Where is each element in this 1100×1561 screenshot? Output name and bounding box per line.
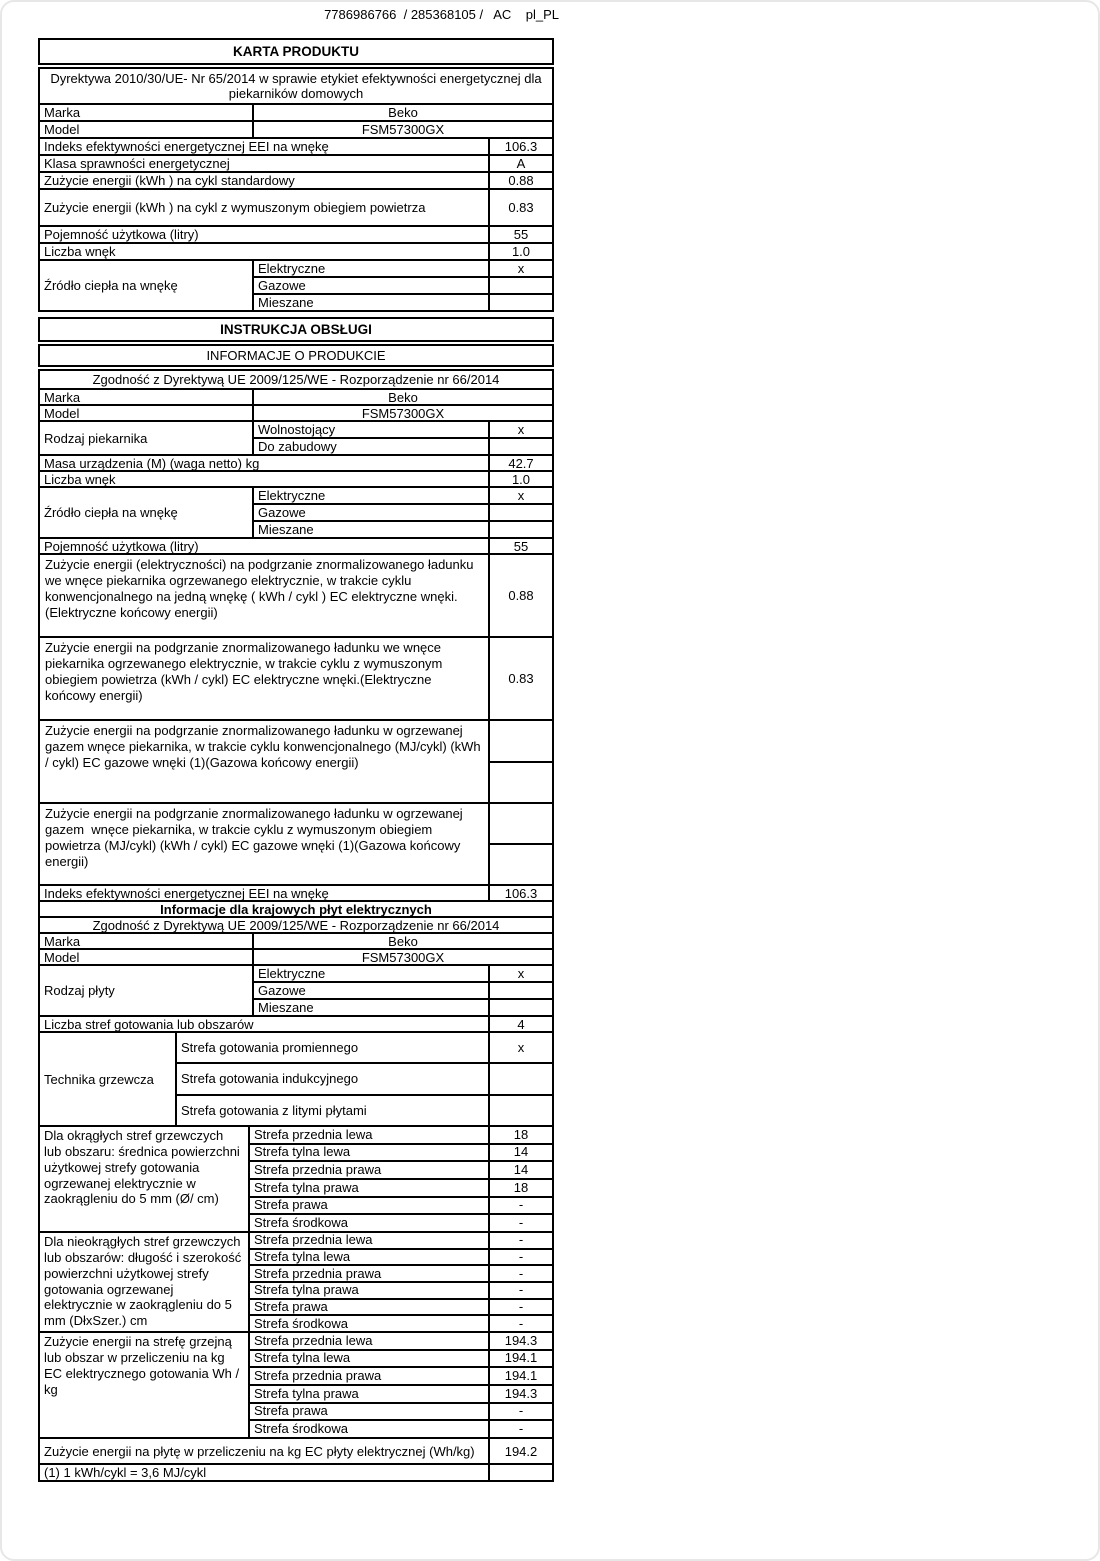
model-row bbox=[38, 404, 554, 422]
row-label: Indeks efektywności energetycznej EEI na wnękę bbox=[44, 886, 329, 900]
table-row bbox=[177, 1033, 552, 1062]
row-value bbox=[488, 1096, 552, 1125]
table-row bbox=[254, 261, 552, 276]
table-row bbox=[250, 1143, 552, 1161]
section-title: KARTA PRODUKTU bbox=[233, 44, 359, 59]
table-row bbox=[250, 1178, 552, 1196]
row-value: - bbox=[488, 1283, 552, 1298]
cavities-row bbox=[38, 470, 554, 488]
row-label: Elektryczne bbox=[258, 966, 326, 981]
group-label: Dla okrągłych stref grzewczych lub obszaru: średnica powierzchni użytkowej strefy gotowania ogrzewanej elektrycznie w zaokrągleniu do 5 mm (Ø/ cm) bbox=[40, 1127, 250, 1231]
paragraph-text: Zużycie energii na podgrzanie znormalizowanego ładunku we wnęce piekarnika ogrzewanego elektrycznie, w trakcie cyklu z wymuszonym obiegiem powietrza (kWh / cykl) EC elektryczne wnęki.(Elektryczne końcowy energii) bbox=[45, 640, 447, 703]
row-value bbox=[490, 845, 552, 884]
row-value bbox=[488, 505, 552, 520]
table-row bbox=[254, 437, 552, 454]
table-row bbox=[250, 1213, 552, 1231]
group-label: Rodzaj płyty bbox=[40, 966, 254, 1015]
row-value bbox=[488, 278, 552, 293]
row-label: Strefa środkowa bbox=[254, 1421, 348, 1437]
row-label: Wolnostojący bbox=[258, 422, 336, 437]
table-row bbox=[250, 1248, 552, 1265]
row-value: x bbox=[488, 422, 552, 437]
row-label: Strefa tylna lewa bbox=[254, 1350, 351, 1366]
brand-label: Marka bbox=[40, 934, 254, 948]
oven-type-group bbox=[38, 420, 554, 456]
brand-row bbox=[38, 103, 554, 122]
table-row bbox=[250, 1281, 552, 1298]
row-value bbox=[488, 295, 552, 310]
noncircular-zones-group bbox=[38, 1231, 554, 1333]
row-label: Liczba wnęk bbox=[44, 472, 116, 486]
row-label: Strefa przednia lewa bbox=[254, 1333, 373, 1348]
section-title: INSTRUKCJA OBSŁUGI bbox=[220, 322, 372, 337]
brand-label: Marka bbox=[40, 105, 254, 120]
brand-row bbox=[38, 932, 554, 950]
row-label: Strefa gotowania z litymi płytami bbox=[181, 1102, 367, 1118]
model-value: FSM57300GX bbox=[361, 949, 445, 965]
row-label: Strefa przednia prawa bbox=[254, 1368, 382, 1384]
group-label: Dla nieokrągłych stref grzewczych lub obszarów: długość i szerokość powierzchni użytkowej strefy gotowania ogrzewanej elektrycznie w zaokrągleniu do 5 mm (DłxSzer.) cm bbox=[40, 1233, 250, 1331]
directive-box bbox=[38, 67, 554, 105]
row-label: Pojemność użytkowa (litry) bbox=[44, 227, 199, 242]
row-value bbox=[488, 1000, 552, 1015]
row-value: - bbox=[488, 1266, 552, 1281]
hob-type-group bbox=[38, 964, 554, 1017]
model-row bbox=[38, 120, 554, 139]
table-row bbox=[250, 1314, 552, 1331]
product-info-box bbox=[38, 344, 554, 367]
row-label: Strefa tylna lewa bbox=[254, 1144, 351, 1160]
row-value: 55 bbox=[488, 227, 552, 242]
row-label: Pojemność użytkowa (litry) bbox=[44, 539, 199, 553]
row-value: 0.83 bbox=[488, 190, 552, 225]
row-value bbox=[488, 983, 552, 998]
row-value bbox=[490, 804, 552, 845]
brand-value: Beko bbox=[388, 105, 418, 120]
row-value: - bbox=[488, 1404, 552, 1420]
row-label: Strefa tylna prawa bbox=[254, 1283, 359, 1298]
cavities-row bbox=[38, 242, 554, 261]
row-label: Strefa gotowania promiennego bbox=[181, 1040, 359, 1056]
row-label: Strefa gotowania indukcyjnego bbox=[181, 1071, 359, 1087]
row-label: Elektryczne bbox=[258, 261, 326, 276]
std-cycle-row bbox=[38, 171, 554, 190]
row-value: 194.3 bbox=[488, 1333, 552, 1349]
capacity-row bbox=[38, 537, 554, 555]
table-row bbox=[254, 503, 552, 520]
row-label: Liczba wnęk bbox=[44, 244, 116, 259]
row-value: 1.0 bbox=[488, 244, 552, 259]
row-value: 55 bbox=[488, 539, 552, 553]
row-value: - bbox=[488, 1421, 552, 1437]
row-label: Strefa tylna lewa bbox=[254, 1249, 351, 1264]
row-label: Mieszane bbox=[258, 1000, 314, 1015]
table-row bbox=[250, 1264, 552, 1281]
mass-row bbox=[38, 454, 554, 472]
group-label: Rodzaj piekarnika bbox=[40, 422, 254, 454]
brand-row bbox=[38, 388, 554, 406]
energy-paragraph-row bbox=[38, 553, 554, 638]
conformity-text: Zgodność z Dyrektywą UE 2009/125/WE - Rozporządzenie nr 66/2014 bbox=[92, 917, 500, 933]
heat-source-group bbox=[38, 486, 554, 539]
row-label: Zużycie energii (kWh ) na cykl standardowy bbox=[44, 173, 295, 188]
row-value: 0.83 bbox=[488, 638, 552, 719]
row-value: x bbox=[488, 1033, 552, 1062]
row-value: 4 bbox=[488, 1017, 552, 1031]
footnote-text: (1) 1 kWh/cykl = 3,6 MJ/cykl bbox=[44, 1465, 207, 1480]
document-footer-code: 7786986766 / 285368105 / AC pl_PL bbox=[324, 7, 559, 22]
model-value: FSM57300GX bbox=[361, 122, 445, 137]
table-row bbox=[254, 422, 552, 437]
row-value: 18 bbox=[488, 1180, 552, 1196]
table-row bbox=[177, 1062, 552, 1093]
table-row bbox=[250, 1419, 552, 1437]
row-label: Strefa przednia prawa bbox=[254, 1162, 382, 1178]
row-label: Strefa prawa bbox=[254, 1299, 328, 1314]
table-row bbox=[254, 966, 552, 981]
row-value: - bbox=[488, 1316, 552, 1331]
row-value bbox=[490, 763, 552, 803]
row-value: 106.3 bbox=[488, 886, 552, 900]
table-row bbox=[254, 998, 552, 1015]
table-row bbox=[254, 520, 552, 537]
energy-paragraph-row bbox=[38, 719, 554, 804]
row-label: Mieszane bbox=[258, 522, 314, 537]
section-title: Informacje dla krajowych płyt elektrycznych bbox=[160, 901, 432, 917]
footnote-row bbox=[38, 1463, 554, 1482]
row-value: 14 bbox=[488, 1145, 552, 1161]
brand-label: Marka bbox=[40, 390, 254, 404]
row-value: - bbox=[488, 1198, 552, 1214]
row-label: Masa urządzenia (M) (waga netto) kg bbox=[44, 456, 260, 470]
row-value bbox=[488, 439, 552, 454]
eei-row bbox=[38, 137, 554, 156]
product-fiche-table bbox=[38, 38, 554, 1482]
row-value: - bbox=[488, 1215, 552, 1231]
table-row bbox=[254, 981, 552, 998]
row-value: 106.3 bbox=[488, 139, 552, 154]
paragraph-text: Zużycie energii (elektryczności) na podgrzanie znormalizowanego ładunku we wnęce piekarnika ogrzewanego elektrycznie, w trakcie cyklu konwencjonalnego na jedną wnękę ( kWh / cykl ) EC elektryczne wnęki.(Elektryczne końcowy energii) bbox=[45, 557, 478, 620]
row-value: 0.88 bbox=[488, 173, 552, 188]
model-value: FSM57300GX bbox=[361, 405, 445, 421]
row-label: Strefa prawa bbox=[254, 1403, 328, 1419]
conformity-box bbox=[38, 916, 554, 934]
row-value: 0.88 bbox=[488, 555, 552, 636]
group-label: Źródło ciepła na wnękę bbox=[40, 488, 254, 537]
eei-row bbox=[38, 884, 554, 902]
row-value: 194.1 bbox=[488, 1351, 552, 1367]
heat-source-group bbox=[38, 259, 554, 312]
row-value bbox=[488, 1064, 552, 1093]
split-value-cell bbox=[488, 804, 552, 884]
directive-text: Dyrektywa 2010/30/UE- Nr 65/2014 w sprawie etykiet efektywności energetycznej dla piekarników domowych bbox=[50, 71, 542, 101]
table-row bbox=[250, 1160, 552, 1178]
table-row bbox=[250, 1196, 552, 1214]
group-label: Technika grzewcza bbox=[40, 1033, 177, 1125]
paragraph-text: Zużycie energii na podgrzanie znormalizowanego ładunku w ogrzewanej gazem wnęce piekarnika, w trakcie cyklu konwencjonalnego (MJ/cykl) (kWh / cykl) EC gazowe wnęki (1)(Gazowa końcowy energii) bbox=[45, 723, 485, 770]
row-label: Strefa prawa bbox=[254, 1197, 328, 1213]
row-value: x bbox=[488, 966, 552, 981]
row-label: Zużycie energii na płytę w przeliczeniu na kg EC płyty elektrycznej (Wh/kg) bbox=[44, 1443, 475, 1459]
row-label: Strefa tylna prawa bbox=[254, 1180, 359, 1195]
row-value bbox=[488, 1465, 552, 1480]
model-label: Model bbox=[40, 406, 254, 420]
brand-value: Beko bbox=[388, 933, 418, 949]
row-value bbox=[488, 522, 552, 537]
table-row bbox=[250, 1402, 552, 1420]
row-value: x bbox=[488, 261, 552, 276]
conformity-text: Zgodność z Dyrektywą UE 2009/125/WE - Rozporządzenie nr 66/2014 bbox=[92, 372, 500, 387]
row-label: Zużycie energii (kWh ) na cykl z wymuszonym obiegiem powietrza bbox=[44, 200, 426, 215]
energy-paragraph-row bbox=[38, 636, 554, 721]
row-value: - bbox=[488, 1250, 552, 1265]
brand-value: Beko bbox=[388, 389, 418, 405]
table-row bbox=[250, 1127, 552, 1143]
round-zones-group bbox=[38, 1125, 554, 1233]
row-label: Strefa środkowa bbox=[254, 1316, 348, 1331]
row-value: 194.3 bbox=[488, 1386, 552, 1402]
row-value bbox=[490, 721, 552, 763]
table-row bbox=[250, 1384, 552, 1402]
table-row bbox=[177, 1094, 552, 1125]
row-value: 42.7 bbox=[488, 456, 552, 470]
row-value: 18 bbox=[488, 1127, 552, 1143]
row-value: 1.0 bbox=[488, 472, 552, 486]
row-label: Strefa przednia lewa bbox=[254, 1233, 373, 1248]
table-row bbox=[254, 276, 552, 293]
row-value: - bbox=[488, 1233, 552, 1248]
table-row bbox=[250, 1349, 552, 1367]
row-value: - bbox=[488, 1300, 552, 1315]
subsection-title: INFORMACJE O PRODUKCIE bbox=[206, 348, 386, 363]
split-value-cell bbox=[488, 721, 552, 802]
row-label: Elektryczne bbox=[258, 488, 326, 503]
row-value: 194.1 bbox=[488, 1368, 552, 1384]
instrukcja-title bbox=[38, 317, 554, 342]
table-row bbox=[254, 293, 552, 310]
heating-technique-group bbox=[38, 1031, 554, 1127]
row-value: x bbox=[488, 488, 552, 503]
row-label: Do zabudowy bbox=[258, 439, 337, 454]
row-label: Strefa przednia lewa bbox=[254, 1127, 373, 1142]
row-label: Gazowe bbox=[258, 983, 306, 998]
capacity-row bbox=[38, 225, 554, 244]
model-row bbox=[38, 948, 554, 966]
model-label: Model bbox=[40, 950, 254, 964]
row-label: Mieszane bbox=[258, 295, 314, 310]
energy-class-row bbox=[38, 154, 554, 173]
energy-paragraph-row bbox=[38, 802, 554, 886]
conformity-box bbox=[38, 369, 554, 390]
table-row bbox=[250, 1366, 552, 1384]
fan-cycle-row bbox=[38, 188, 554, 227]
row-label: Strefa tylna prawa bbox=[254, 1386, 359, 1401]
row-label: Klasa sprawności energetycznej bbox=[44, 156, 230, 171]
row-label: Gazowe bbox=[258, 505, 306, 520]
zones-count-row bbox=[38, 1015, 554, 1033]
hob-energy-row bbox=[38, 1437, 554, 1465]
zone-energy-group bbox=[38, 1331, 554, 1439]
row-label: Strefa przednia prawa bbox=[254, 1266, 382, 1281]
table-row bbox=[250, 1298, 552, 1315]
karta-produktu-title bbox=[38, 38, 554, 65]
group-label: Źródło ciepła na wnękę bbox=[40, 261, 254, 310]
table-row bbox=[254, 488, 552, 503]
row-label: Strefa środkowa bbox=[254, 1215, 348, 1231]
table-row bbox=[250, 1233, 552, 1248]
row-label: Liczba stref gotowania lub obszarów bbox=[44, 1017, 254, 1031]
row-label: Gazowe bbox=[258, 278, 306, 293]
row-label: Indeks efektywności energetycznej EEI na wnękę bbox=[44, 139, 329, 154]
model-label: Model bbox=[40, 122, 254, 137]
table-row bbox=[250, 1333, 552, 1349]
paragraph-text: Zużycie energii na podgrzanie znormalizowanego ładunku w ogrzewanej gazem wnęce piekarnika, w trakcie cyklu z wymuszonym obiegiem powietrza (MJ/cykl) (kWh / cykl) EC gazowe wnęki (1)(Gazowa końcowy energii) bbox=[45, 806, 467, 869]
row-value: A bbox=[488, 156, 552, 171]
group-label: Zużycie energii na strefę grzejną lub obszar w przeliczeniu na kg EC elektrycznego gotowania Wh / kg bbox=[40, 1333, 250, 1437]
row-value: 14 bbox=[488, 1162, 552, 1178]
row-value: 194.2 bbox=[488, 1439, 552, 1463]
